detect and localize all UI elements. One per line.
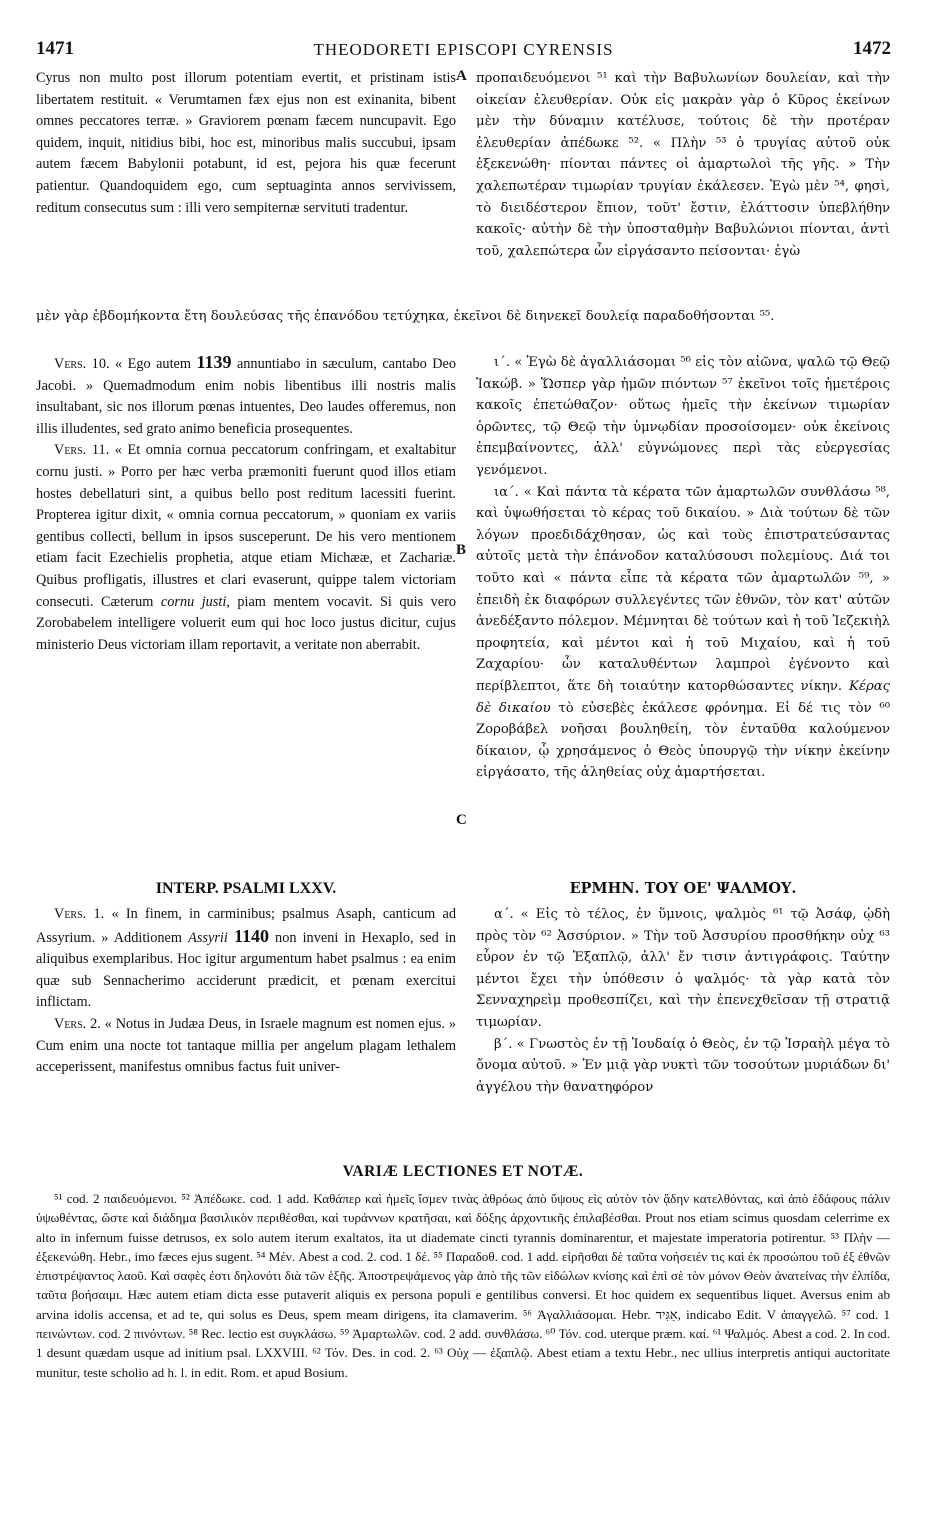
latin-psalm-verse-1 [36, 904, 456, 1014]
greek-psalm-verse-2: β΄. « Γνωστὸς ἐν τῇ Ἰουδαίᾳ ὁ Θεὸς, ἐν τῷ Ἰσραὴλ μέγα τὸ ὄνομα αὐτοῦ. » Ἐν μιᾷ γὰρ νυκτὶ τῶν τοσούτων μυριάδων δι' ἀγγέλου τὴν θανατηφόρον [476, 1036, 890, 1095]
verse-label: Vers. 2. [54, 1015, 101, 1032]
verse-text: « In finem, in carminibus; psalmus Asaph, canticum ad Assyrium. » Additionem [36, 906, 457, 946]
page-number-left: 1471 [36, 38, 74, 59]
variant-readings-notes [36, 1189, 890, 1382]
italic-phrase: cornu justi [160, 593, 227, 610]
notes-text: ⁵¹ cod. 2 παιδευόμενοι. ⁵² Ἀπέδωκε. cod. 1 add. Καθάπερ καὶ ἡμεῖς ἴσμεν τινὰς ἀθρόως ἀπὸ ὕψους εἰς αὐτὸν τὸν ᾅδην κατελθόντας, καὶ ἀπὸ ἐδάφους πάλιν ὑψωθέντας, ὥστε καὶ διάδημα βασιλικὸν περιθέσθαι, καὶ τυράννων κρατῆσαι, καὶ δόξης ἀρχοντικῆς ἐπιλαβέσθαι. Prout nos etiam scimus quosdam celerrime ex alto in infernum fuisse detrusos, ex solo autem iterum exaltatos, ita ut diademate cincti tyrannis dominarentur, et majestate imperatoria potirentur. ⁵³ Πλὴν — ἐξεκενώθη. Hebr., imo fæces ejus sugent. ⁵⁴ Μέν. Abest a cod. 2. cod. 1 δέ. ⁵⁵ Παραδοθ. cod. 1 add. εἰρῆσθαι δὲ ταῦτα νοήσειέν τις καὶ ἐκ προσώπου τοῦ ἐξ ἐθνῶν ἐπιστρέψαντος λαοῦ. Καὶ σαφὲς ἐστι δηλονότι διὰ τῶν ἑξῆς. Ἀποστρεψάμενος γὰρ ἀπὸ τῆς τῶν εἰδώλων κνίσης καὶ ἐπὶ σὲ τὸν μόνον Θεὸν ἀνατείνας τὴν ἐλπίδα, ταῦτα βοήσαιμι. Hæc autem etiam dicta esse putaverit aliquis ex persona populi e gentilibus conversi. Et hoc quidem ex sequentibus liquet. Aversus enim ab arvina idolis accensa, et ad te, qui solus es Deus, spem meam dirigens, ita clamaverim. ⁵⁶ Ἀγαλλιάσομαι. Hebr. אַגִּיד, indicabo Edit. V ἀπαγγελῶ. ⁵⁷ cod. 1 πεινώντων. cod. 2 πινόντων. ⁵⁸ Rec. lectio est συγκλάσω. ⁵⁹ Ἁμαρτωλῶν. cod. 2 add. συνθλάσω. ⁶⁰ Τόν. cod. uterque præm. καί. ⁶¹ Ψαλμός. Abest a cod. 2. In cod. 1 desunt quædam usque ad initium psal. LXXVIII. ⁶² Τόν. Des. in cod. 2. ⁶³ Οὐχ — ἐξαπλῷ. Abest etiam a textu Hebr., nec ullius interpretis antiqui auctoritate munitur, teste scholio ad h. l. in edit. Rom. et apud Bosium. [36, 1191, 890, 1380]
verse-text: « Notus in Judæa Deus, in Israele magnum est nomen ejus. » Cum enim una nocte tot tantaque millia per angelum plagam lethalem acceperissent, manifestus omnibus factus fuit univer- [36, 1015, 456, 1076]
verse-text: annuntiabo in sæculum, cantabo Deo Jacobi. » Quemadmodum enim nobis libentibus illi nostris malis insultabant, sic nos illorum pœnas intuentes, Deo laudes offeremus, non illis illudentes, sed grato animo beneficia prosequentes. [36, 356, 457, 437]
greek-section-title: ΕΡΜΗΝ. ΤΟΥ ΟΕ' ΨΑΛΜΟΥ. [569, 880, 797, 897]
verse-text: τὸ εὐσεβὲς ἐκάλεσε φρόνημα. Εἰ δέ τις τὸν ⁶⁰ Ζοροβάβελ νοῆσαι βουληθείη, τὸν ἐνταῦθα καλούμενον δίκαιον, ᾧ χρησάμενος ὁ Θεὸς ὑπουργῷ τὴν νίκην ἐκείνην εἰργάσατο, τῆς ἀληθείας οὐχ ἁμαρτήσεται. [476, 700, 890, 781]
verse-text: non inveni in Hexaplo, sed in aliquibus exemplaribus. Hoc igitur argumentum habet psalmus : ea enim quæ sub Sennacherimo acciderunt prædicit, et pœnam exercitui inflictam. [36, 929, 456, 1011]
section-marker-b: B [456, 542, 467, 558]
latin-column-middle [36, 352, 456, 656]
section-marker-c: C [456, 812, 467, 828]
latin-section-title: INTERP. PSALMI LXXV. [155, 880, 337, 897]
verse-text: « Ego autem [115, 356, 192, 372]
latin-column-top [36, 68, 456, 219]
verse-label: Vers. 10. [54, 356, 110, 372]
verse-text: ια΄. « Καὶ πάντα τὰ κέρατα τῶν ἁμαρτωλῶν συνθλάσω ⁵⁸, καὶ ὑψωθήσεται τὸ κέρας τοῦ δικαίου. » Διὰ τούτων δὲ τῶν λόγων προεδιδάχθησαν, ὡς καὶ τοὺς ἐπιστρατεύσαντας αὐτοῖς μετὰ τὴν ἐπάνοδον καταλύσουσι πολεμίους. Διά τοι τοῦτο καὶ « πάντα εἶπε τὰ κέρατα τῶν ἁμαρτωλῶν ⁵⁹, » ἐπειδὴ ἐκ διαφόρων συλλεγέντες τῶν ἐθνῶν, τὸν κατ' αὐτῶν ἀνεδέξαντο πόλεμον. Μέμνηται δὲ τούτων καὶ ἡ τοῦ Ἰεζεκιὴλ προφητεία, καὶ μέντοι καὶ ἡ τοῦ Μιχαίου, καὶ ἡ τοῦ Ζαχαρίου· ὧν καταλυθέντων λαμπροὶ ἐγένοντο καὶ περίβλεπτοι, ἅτε δὴ τοιαύτην κατορθώσαντες νίκην. [476, 484, 890, 694]
greek-spanning-line: μὲν γὰρ ἑβδομήκοντα ἔτη δουλεύσας τῆς ἐπανόδου τετύχηκα, ἐκεῖνοι δὲ διηνεκεῖ δουλείᾳ παραδοθήσονται ⁵⁵. [36, 309, 775, 324]
greek-column-middle [476, 352, 890, 784]
greek-psalm-verse-1: α΄. « Εἰς τὸ τέλος, ἐν ὕμνοις, ψαλμὸς ⁶¹ τῷ Ἀσάφ, ᾠδὴ πρὸς τὸν ⁶² Ἀσσύριον. » Τὴν τοῦ Ἀσσυρίου προσθήκην οὐχ ⁶³ εὗρον ἐν τῷ Ἑξαπλῷ, ἀλλ' ἔν τισιν ἀντιγράφοις. Ταύτην μέντοι ἔχει τὴν ὑπόθεσιν ὁ ψαλμός· τὰ γὰρ κατὰ τὸν Σενναχηρεὶμ προθεσπίζει, καὶ τὴν ἐπενεχθεῖσαν τῇ στρατιᾷ τιμωρίαν. [476, 907, 890, 1030]
greek-column-bottom [476, 904, 890, 1098]
greek-verse-10: ι΄. « Ἐγὼ δὲ ἀγαλλιάσομαι ⁵⁶ εἰς τὸν αἰῶνα, ψαλῶ τῷ Θεῷ Ἰακώβ. » Ὥσπερ γὰρ ἡμῶν πιόντων ⁵⁷ ἐκεῖνοι τοῖς ἡμετέροις κακοῖς ἐπετώθαζον· οὕτως ἡμεῖς τὴν ἐκείνων τιμωρίαν ὁρῶντες, τῷ Θεῷ τὴν ὑμνῳδίαν προσοίσομεν· οὐκ ἐκείνοις ἐπεμβαίνοντες, ἀλλ' εὐγνώμονες περὶ τὰς εὐεργεσίας γενόμενοι. [476, 355, 890, 478]
running-header [36, 38, 891, 64]
verse-text: « Et omnia cornua peccatorum confringam, et exaltabitur cornu justi. » Porro per hæc verba præmoniti fuerunt quod illos etiam hostes debellaturi sint, a quibus bello post reditum lacessiti fuerint. Propterea igitur dixit, « omnia cornua peccatorum, » quoniam ex variis gentibus collecti, bellum in ipsos susceperunt. De his vero mentionem etiam facit Ezechielis prophetia, atque etiam Michææ, et Zachariæ. Quibus profligatis, illustres et clari evaserunt, quippe talem victoriam consecuti. Cæterum [36, 442, 456, 610]
section-marker-a: A [456, 68, 467, 84]
latin-psalm-verse-2 [36, 1014, 456, 1079]
notes-title: VARIÆ LECTIONES ET NOTÆ. [342, 1163, 584, 1180]
verse-text: , piam mentem vocavit. Si quis vero Zorobabelem intelligere voluerit eum qui hoc loco justus dicitur, cujus ministerio Deus victoriam illam reportavit, a veritate non aberrabit. [36, 593, 457, 653]
column-number-1140: 1140 [233, 925, 269, 946]
italic-phrase: Κέρας δὲ δικαίου [476, 678, 890, 716]
latin-verse-10 [36, 352, 456, 440]
verse-label: Vers. 1. [54, 906, 105, 922]
latin-column-bottom [36, 904, 456, 1079]
column-number-1139: 1139 [196, 352, 232, 372]
greek-paragraph: προπαιδευόμενοι ⁵¹ καὶ τὴν Βαβυλωνίων δουλείαν, καὶ τὴν οἰκείαν ἐλευθερίαν. Οὐκ εἰς μακρὰν γὰρ ὁ Κῦρος ἐκείνων μὲν τὴν δύναμιν κατέλυσε, τούτοις δὲ τὴν προτέραν ἐλευθερίαν ἀπέδωκε ⁵². « Πλὴν ⁵³ ὁ τρυγίας αὐτοῦ οὐκ ἐξεκενώθη· πίονται πάντες οἱ ἁμαρτωλοὶ τῆς γῆς. » Τὴν χαλεπωτέραν τιμωρίαν τρυγίαν ἐκάλεσεν. Ἐγὼ μὲν ⁵⁴, φησὶ, τὸ διειδέστερον ἔπιον, τοῦτ' ἔστιν, ἐλάττοσιν ὑπεβλήθην κακοῖς· αὐτὴν δὲ τὴν ὑποσταθμὴν Βαβυλώνιοι πίονται, ἀντὶ τοῦ, χαλεπώτερα ὧν εἰργάσαντο πείσονται· ἐγὼ [476, 71, 890, 259]
latin-verse-11 [36, 440, 456, 656]
verse-label: Vers. 11. [54, 442, 110, 459]
greek-column-top [476, 68, 890, 262]
italic-phrase: Assyrii [188, 929, 228, 946]
page-number-right: 1472 [853, 38, 891, 59]
latin-paragraph: Cyrus non multo post illorum potentiam evertit, et pristinam istis libertatem restituit. « Verumtamen fæx ejus non est exinanita, bibent omnes peccatores terræ. » Graviorem pœnam fæcem nuncupavit. Ego quidem, inquit, nitidius bibi, hoc est, minoribus malis succubui, ipsam autem fæcem Babylonii potabunt, id est, pejora his quæ fecerunt patientur. Quandoquidem ego, cum septuaginta annos servivissem, reditum consecutus sum : illi vero sempiternæ servituti tradentur. [36, 70, 456, 216]
running-title: THEODORETI EPISCOPI CYRENSIS [313, 40, 614, 59]
greek-verse-11 [476, 482, 890, 784]
